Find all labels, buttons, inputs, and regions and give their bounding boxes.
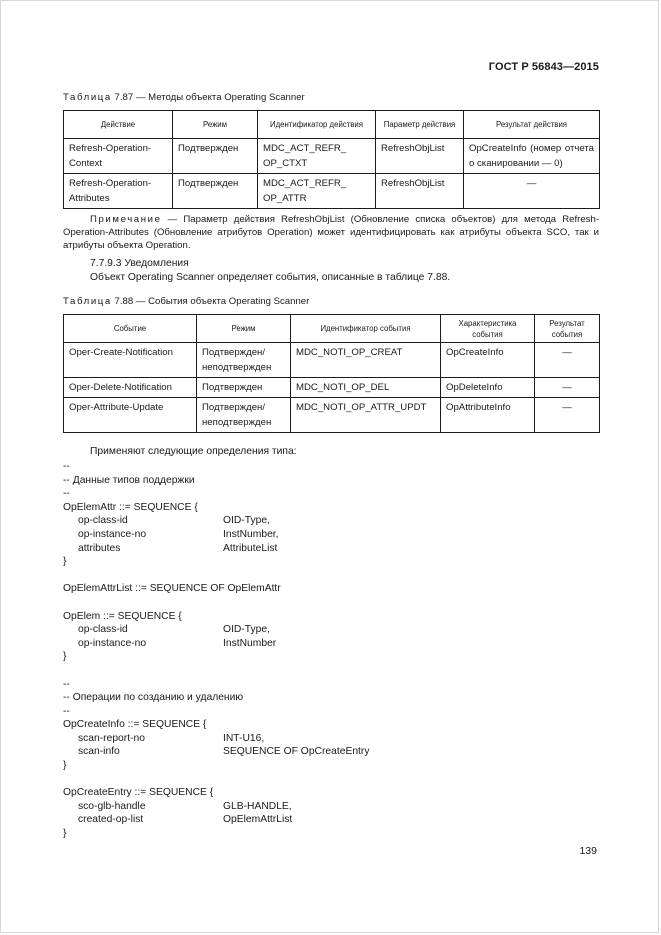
- intro-line: Применяют следующие определения типа:: [90, 446, 297, 457]
- code-field-type: GLB-HANDLE,: [223, 800, 292, 812]
- code-line: --: [63, 488, 70, 500]
- code-field-type: InstNumber: [223, 637, 277, 649]
- page-number: 139: [579, 845, 597, 857]
- table-88-caption-prefix: Таблица: [63, 296, 112, 307]
- code-line: [63, 623, 603, 637]
- code-line: --: [63, 678, 70, 690]
- table-87-header: Действие: [64, 111, 173, 139]
- table-cell: Подтвержден: [173, 174, 258, 209]
- code-line: -- Данные типов поддержки: [63, 474, 195, 486]
- code-line: --: [63, 705, 70, 717]
- section-text: Объект Operating Scanner определяет события, описанные в таблице 7.88.: [90, 272, 451, 283]
- standard-code: ГОСТ Р 56843—2015: [488, 61, 599, 73]
- table-88: [63, 314, 600, 433]
- code-field-name: scan-report-no: [78, 732, 145, 744]
- asn1-code-block: [63, 460, 603, 841]
- code-line: }: [63, 828, 67, 840]
- table-88-header: Режим: [197, 315, 291, 343]
- code-line: [63, 596, 603, 610]
- intro-text: [63, 445, 599, 459]
- code-field-name: op-class-id: [78, 515, 128, 527]
- table-cell: Oper-Create-Notification: [64, 343, 197, 378]
- table-row: [64, 139, 600, 174]
- note-label: Примечание: [90, 214, 162, 225]
- code-field-type: AttributeList: [223, 542, 278, 554]
- table-cell: OpCreateInfo (номер отчета о сканировании — 0): [464, 139, 600, 174]
- table-cell: —: [535, 398, 600, 433]
- code-line: OpElem ::= SEQUENCE {: [63, 610, 182, 622]
- code-field-type: OpElemAttrList: [223, 814, 293, 826]
- table-87-caption-text: 7.87 — Методы объекта Operating Scanner: [111, 92, 305, 103]
- code-line: }: [63, 556, 67, 568]
- note-text: — Параметр действия RefreshObjList (Обновление списка объектов) для метода Refresh-Operation-Attributes (Обновление атрибутов Operation) может идентифицировать как атрибуты объекта SCO, так и атрибуты объекта Operation.: [63, 214, 599, 251]
- table-88-caption-text: 7.88 — События объекта Operating Scanner: [111, 296, 310, 307]
- table-87-caption: [63, 92, 305, 103]
- table-cell: OpCreateInfo: [441, 343, 535, 378]
- table-cell: Подтвержден: [197, 378, 291, 398]
- section-block: [63, 257, 599, 285]
- code-field-name: op-instance-no: [78, 528, 147, 540]
- table-row: [64, 378, 600, 398]
- code-line: [63, 773, 603, 787]
- code-field-type: OID-Type,: [223, 515, 270, 527]
- table-87-caption-prefix: Таблица: [63, 92, 112, 103]
- table-row: [64, 398, 600, 433]
- code-field-name: attributes: [78, 542, 121, 554]
- table-88-header-row: [64, 315, 600, 343]
- table-cell: —: [464, 174, 600, 209]
- table-88-header: Событие: [64, 315, 197, 343]
- code-line: OpElemAttrList ::= SEQUENCE OF OpElemAttr: [63, 583, 281, 595]
- code-line: }: [63, 651, 67, 663]
- code-line: -- Операции по созданию и удалению: [63, 692, 244, 704]
- section-heading: 7.7.9.3 Уведомления: [90, 258, 189, 269]
- table-87-note: [63, 213, 599, 252]
- table-cell: MDC_NOTI_OP_ATTR_UPDT: [291, 398, 441, 433]
- code-field-type: OID-Type,: [223, 624, 270, 636]
- table-88-caption: [63, 296, 309, 307]
- code-line: OpElemAttr ::= SEQUENCE {: [63, 501, 198, 513]
- table-87: [63, 110, 600, 209]
- table-cell: RefreshObjList: [376, 174, 464, 209]
- table-cell: MDC_ACT_REFR_ OP_ATTR: [258, 174, 376, 209]
- table-87-header-row: [64, 111, 600, 139]
- code-line: [63, 569, 603, 583]
- table-88-header: Результат события: [535, 315, 600, 343]
- table-88-header: Идентификатор события: [291, 315, 441, 343]
- code-field-name: created-op-list: [78, 814, 144, 826]
- table-88-header: Характеристика события: [441, 315, 535, 343]
- code-line: --: [63, 461, 70, 472]
- table-87-header: Режим: [173, 111, 258, 139]
- code-field-type: SEQUENCE OF OpCreateEntry: [223, 746, 370, 758]
- table-cell: Oper-Attribute-Update: [64, 398, 197, 433]
- table-cell: OpDeleteInfo: [441, 378, 535, 398]
- code-line: [63, 514, 603, 528]
- code-field-name: scan-info: [78, 746, 120, 758]
- table-cell: MDC_NOTI_OP_CREAT: [291, 343, 441, 378]
- table-cell: Oper-Delete-Notification: [64, 378, 197, 398]
- table-cell: Подтвержден/ неподтвержден: [197, 343, 291, 378]
- code-line: [63, 813, 603, 827]
- table-cell: MDC_NOTI_OP_DEL: [291, 378, 441, 398]
- table-cell: Подтвержден: [173, 139, 258, 174]
- code-line: OpCreateInfo ::= SEQUENCE {: [63, 719, 207, 731]
- table-cell: RefreshObjList: [376, 139, 464, 174]
- code-line: [63, 800, 603, 814]
- table-cell: Refresh-Operation-Attributes: [64, 174, 173, 209]
- code-line: [63, 745, 603, 759]
- code-field-type: INT-U16,: [223, 732, 265, 744]
- table-87-header: Идентификатор действия: [258, 111, 376, 139]
- code-line: [63, 732, 603, 746]
- code-field-name: op-class-id: [78, 624, 128, 636]
- table-row: [64, 343, 600, 378]
- table-cell: —: [535, 343, 600, 378]
- code-line: [63, 664, 603, 678]
- table-cell: Refresh-Operation-Context: [64, 139, 173, 174]
- table-cell: MDC_ACT_REFR_ OP_CTXT: [258, 139, 376, 174]
- code-field-type: InstNumber,: [223, 528, 279, 540]
- table-87-header: Результат действия: [464, 111, 600, 139]
- code-line: [63, 542, 603, 556]
- code-field-name: op-instance-no: [78, 637, 147, 649]
- table-87-header: Параметр действия: [376, 111, 464, 139]
- code-line: OpCreateEntry ::= SEQUENCE {: [63, 787, 214, 799]
- code-line: [63, 528, 603, 542]
- code-field-name: sco-glb-handle: [78, 800, 146, 812]
- table-cell: —: [535, 378, 600, 398]
- code-line: }: [63, 760, 67, 772]
- table-row: [64, 174, 600, 209]
- table-cell: OpAttributeInfo: [441, 398, 535, 433]
- table-cell: Подтвержден/ неподтвержден: [197, 398, 291, 433]
- code-line: [63, 637, 603, 651]
